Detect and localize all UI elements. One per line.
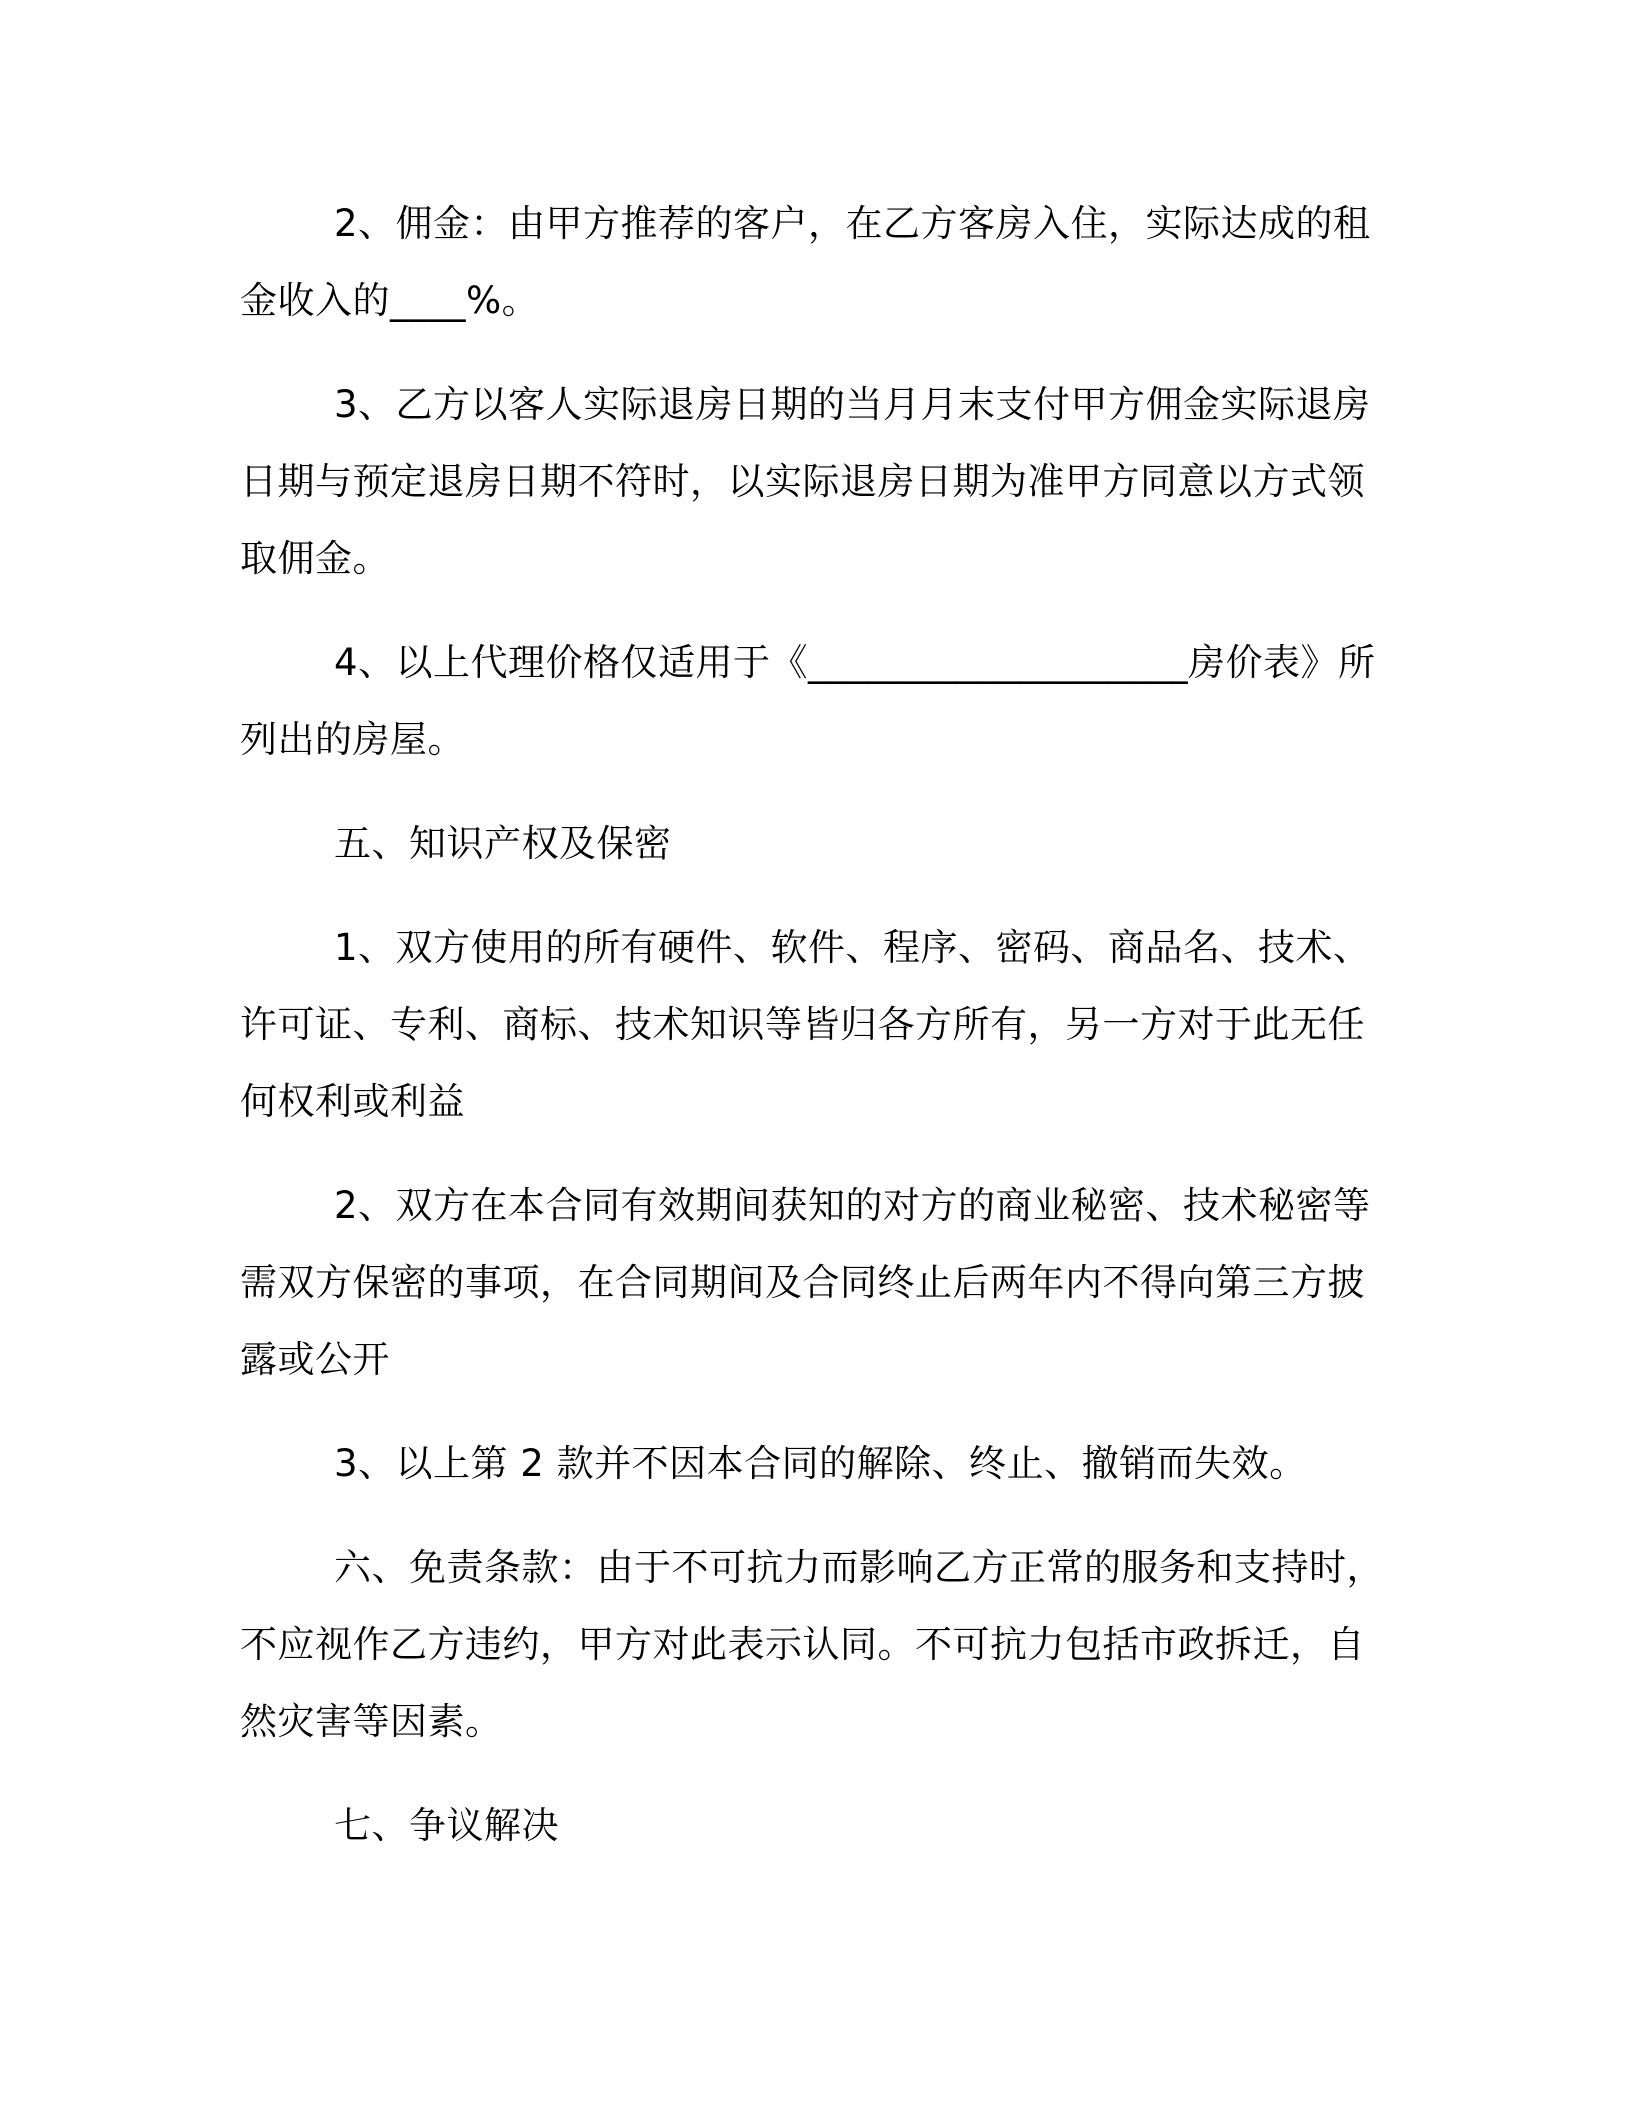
section-heading-dispute-resolution: 七、争议解决 (334, 1804, 559, 1847)
paragraph-survival: 3、以上第 2 款并不因本合同的解除、终止、撤销而失效。 (334, 1442, 1307, 1485)
paragraph-commission: 2、佣金：由甲方推荐的客户，在乙方客房入住，实际达成的租金收入的____%。 (240, 202, 1371, 322)
paragraph-price-scope: 4、以上代理价格仅适用于《____________________房价表》所列出的房屋。 (240, 641, 1376, 761)
paragraph-commission-payment: 3、乙方以客人实际退房日期的当月月末支付甲方佣金实际退房日期与预定退房日期不符时，以实际退房日期为准甲方同意以方式领取佣金。 (240, 383, 1371, 580)
paragraph-confidentiality: 2、双方在本合同有效期间获知的对方的商业秘密、技术秘密等需双方保密的事项，在合同期间及合同终止后两年内不得向第三方披露或公开 (240, 1184, 1371, 1381)
section-heading-ip-confidentiality: 五、知识产权及保密 (334, 822, 672, 865)
paragraph-force-majeure: 六、免责条款：由于不可抗力而影响乙方正常的服务和支持时，不应视作乙方违约，甲方对此表示认同。不可抗力包括市政拆迁，自然灾害等因素。 (240, 1546, 1384, 1743)
document-page (240, 185, 1400, 1891)
paragraph-ip-ownership: 1、双方使用的所有硬件、软件、程序、密码、商品名、技术、许可证、专利、商标、技术知识等皆归各方所有，另一方对于此无任何权利或利益 (240, 926, 1371, 1123)
